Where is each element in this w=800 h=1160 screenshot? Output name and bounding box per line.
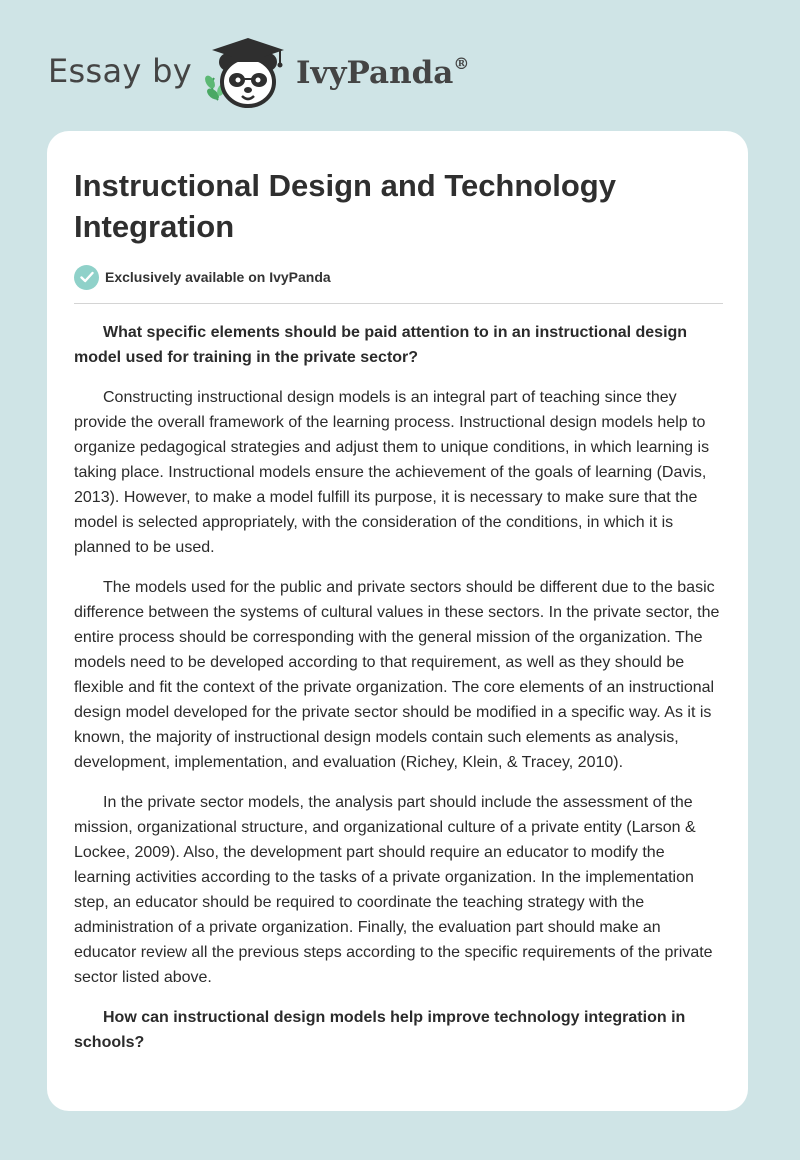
exclusive-badge	[74, 264, 331, 290]
paragraph: Constructing instructional design models is an integral part of teaching since they provide the overall framework of the learning process. Instructional design models help to organize pedagogical strategies and adjust them to unique conditions, in which learning is taking place. Instructional models ensure the achievement of the goals of learning (Davis, 2013). However, to make a model fulfill its purpose, it is necessary to make sure that the model is selected appropriately, with the consideration of the conditions, in which it is planned to be used.	[74, 389, 710, 556]
trademark-symbol: ®	[453, 54, 470, 73]
essay-title: Instructional Design and Technology Integration	[74, 168, 616, 244]
essay-card	[47, 131, 748, 1111]
divider	[74, 303, 723, 304]
panda-graduate-icon[interactable]	[200, 34, 292, 112]
check-circle-icon	[74, 265, 99, 290]
question-heading: How can instructional design models help improve technology integration in schools?	[74, 1009, 686, 1051]
brand-name[interactable]: IvyPanda®	[296, 54, 470, 91]
exclusive-label: Exclusively available on IvyPanda	[105, 269, 331, 285]
paragraph: In the private sector models, the analysis part should include the assessment of the mission, organizational structure, and organizational culture of a private entity (Larson & Lockee, 2009). Also, the development part should require an educator to modify the learning activities according to the tasks of a private organization. In the implementation step, an educator should be required to coordinate the teaching strategy with the administration of a private organization. Finally, the evaluation part should make an educator review all the previous steps according to the specific requirements of the private sector listed above.	[74, 794, 713, 986]
question-heading: What specific elements should be paid attention to in an instructional design model used for training in the private sector?	[74, 324, 688, 366]
brand-prefix: Essay by	[48, 52, 192, 90]
paragraph: The models used for the public and private sectors should be different due to the basic difference between the systems of cultural values in these sectors. In the private sector, the entire process should be corresponding with the general mission of the organization. The models need to be developed according to that requirement, as well as they should be flexible and fit the context of the private organization. The core elements of an instructional design model developed for the private sector should be modified in a specific way. As it is known, the majority of instructional design models contain such elements as analysis, development, implementation, and evaluation (Richey, Klein, & Tracey, 2010).	[74, 579, 720, 771]
site-header	[0, 0, 800, 130]
essay-body	[74, 320, 724, 1070]
